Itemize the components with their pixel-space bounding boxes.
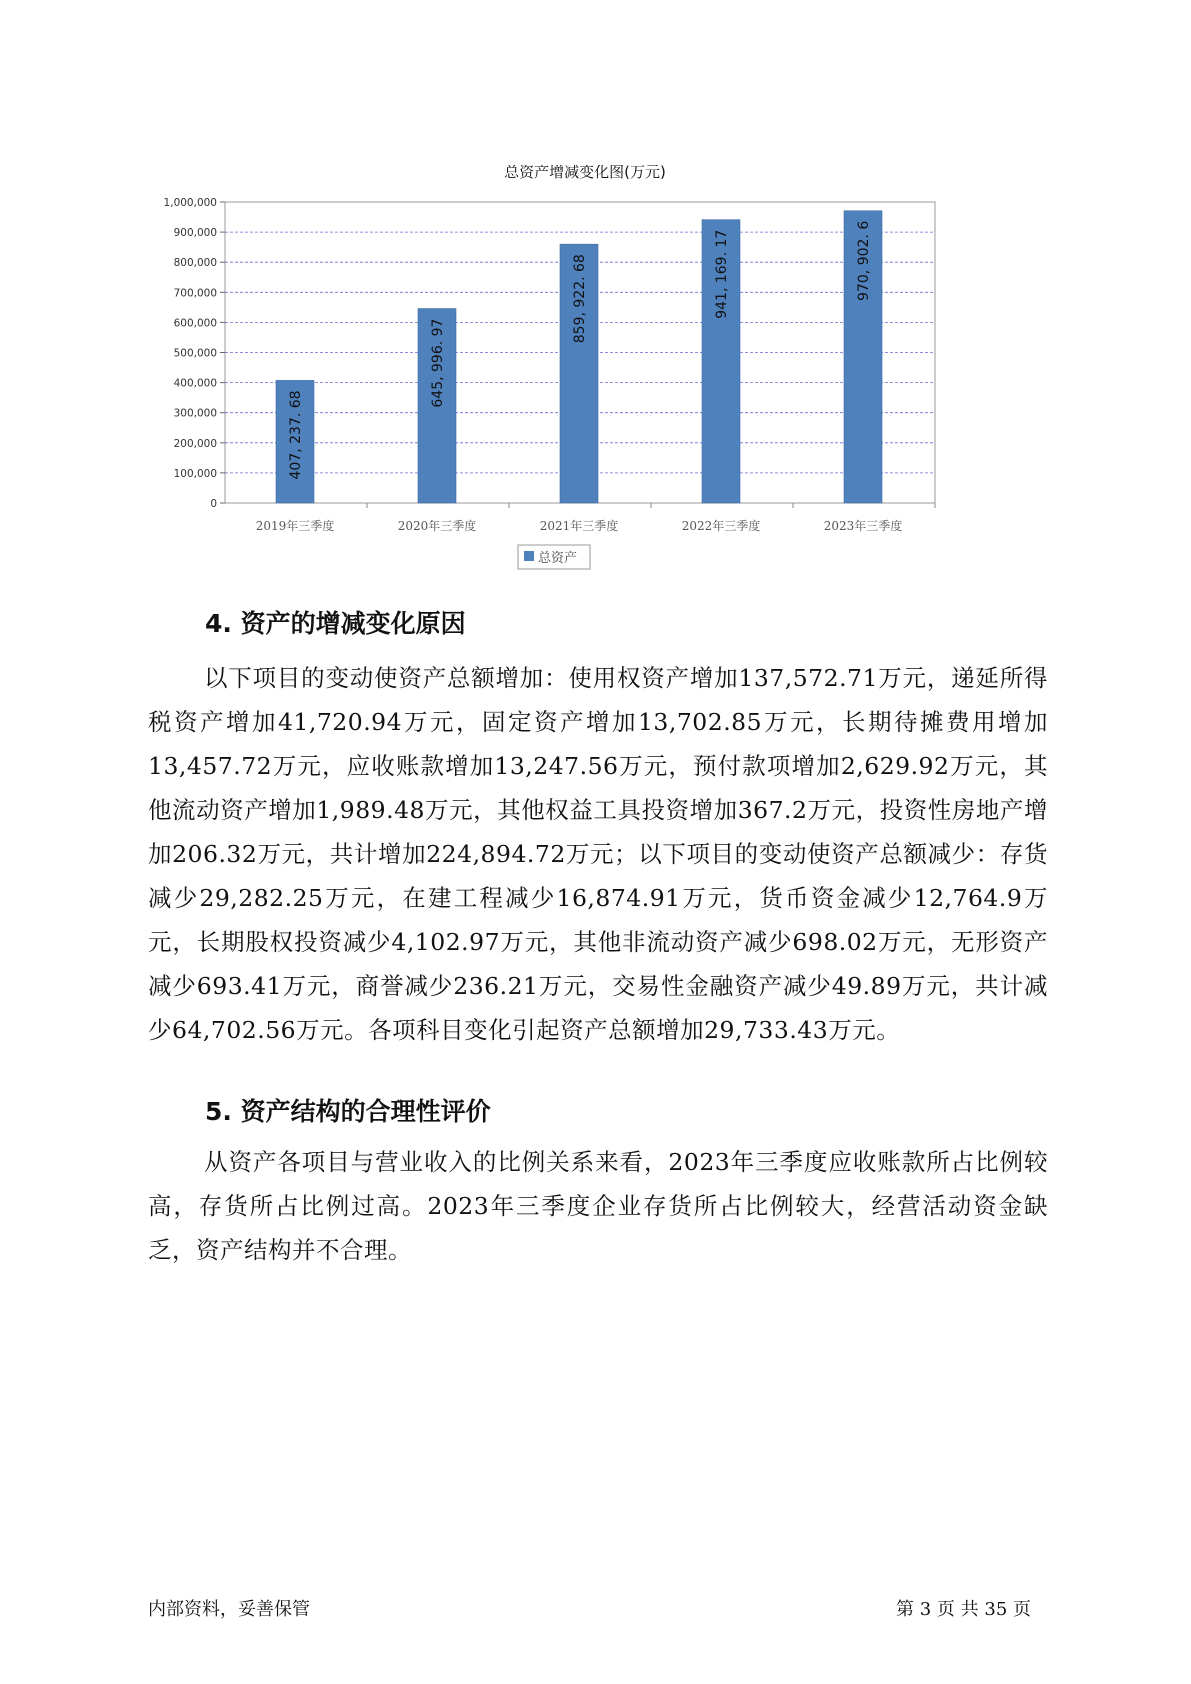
y-tick-label: 800,000 [173, 257, 217, 270]
legend-label: 总资产 [538, 551, 578, 566]
chart-canvas [150, 165, 1020, 625]
y-tick-label: 100,000 [173, 467, 217, 480]
x-tick-label: 2022年三季度 [681, 519, 761, 533]
section5-body: 从资产各项目与营业收入的比例关系来看，2023年三季度应收账款所占比例较高，存货所占比例过高。2023年三季度企业存货所占比例较大，经营活动资金缺乏，资产结构并不合理。 [148, 1148, 1048, 1264]
y-tick-label: 0 [210, 498, 217, 510]
bar-value-label: 407, 237. 68 [288, 390, 304, 480]
total-assets-chart [150, 165, 1020, 625]
section4-body: 以下项目的变动使资产总额增加：使用权资产增加137,572.71万元，递延所得税资产增加41,720.94万元，固定资产增加13,702.85万元，长期待摊费用增加13,457.72万元，应收账款增加13,247.56万元，预付款项增加2,629.92万元，其他流动资产增加1,989.48万元，其他权益工具投资增加367.2万元，投资性房地产增加206.32万元，共计增加224,894.72万元；以下项目的变动使资产总额减少：存货减少29,282.25万元，在建工程减少16,874.91万元，货币资金减少12,764.9万元，长期股权投资减少4,102.97万元，其他非流动资产减少698.02万元，无形资产减少693.41万元，商誉减少236.21万元，交易性金融资产减少49.89万元，共计减少64,702.56万元。各项科目变化引起资产总额增加29,733.43万元。 [148, 664, 1048, 1044]
bar-value-label: 970, 902. 6 [856, 220, 872, 301]
section5-heading: 5. 资产结构的合理性评价 [205, 1097, 491, 1126]
bar-value-label: 941, 169. 17 [714, 229, 730, 319]
chart-legend [518, 545, 590, 569]
y-axis [164, 197, 225, 510]
y-tick-label: 400,000 [173, 377, 217, 390]
y-tick-label: 200,000 [173, 437, 217, 450]
x-tick-label: 2023年三季度 [823, 519, 903, 533]
footer-page-number: 第 3 页 共 35 页 [896, 1599, 1031, 1620]
y-tick-label: 900,000 [173, 227, 217, 240]
y-tick-label: 500,000 [173, 347, 217, 360]
bar-value-label: 859, 922. 68 [572, 254, 588, 344]
chart-title: 总资产增减变化图(万元) [504, 165, 666, 181]
y-tick-label: 600,000 [173, 317, 217, 330]
legend-swatch [524, 551, 534, 561]
y-tick-label: 300,000 [173, 407, 217, 420]
y-tick-label: 1,000,000 [163, 197, 217, 209]
x-tick-label: 2019年三季度 [255, 519, 335, 533]
footer-note: 内部资料，妥善保管 [148, 1599, 310, 1620]
x-axis [256, 503, 935, 533]
bar-value-label: 645, 996. 97 [430, 318, 446, 408]
section4-heading: 4. 资产的增减变化原因 [205, 609, 466, 638]
x-tick-label: 2020年三季度 [397, 519, 477, 533]
y-tick-label: 700,000 [173, 287, 217, 300]
x-tick-label: 2021年三季度 [539, 519, 619, 533]
